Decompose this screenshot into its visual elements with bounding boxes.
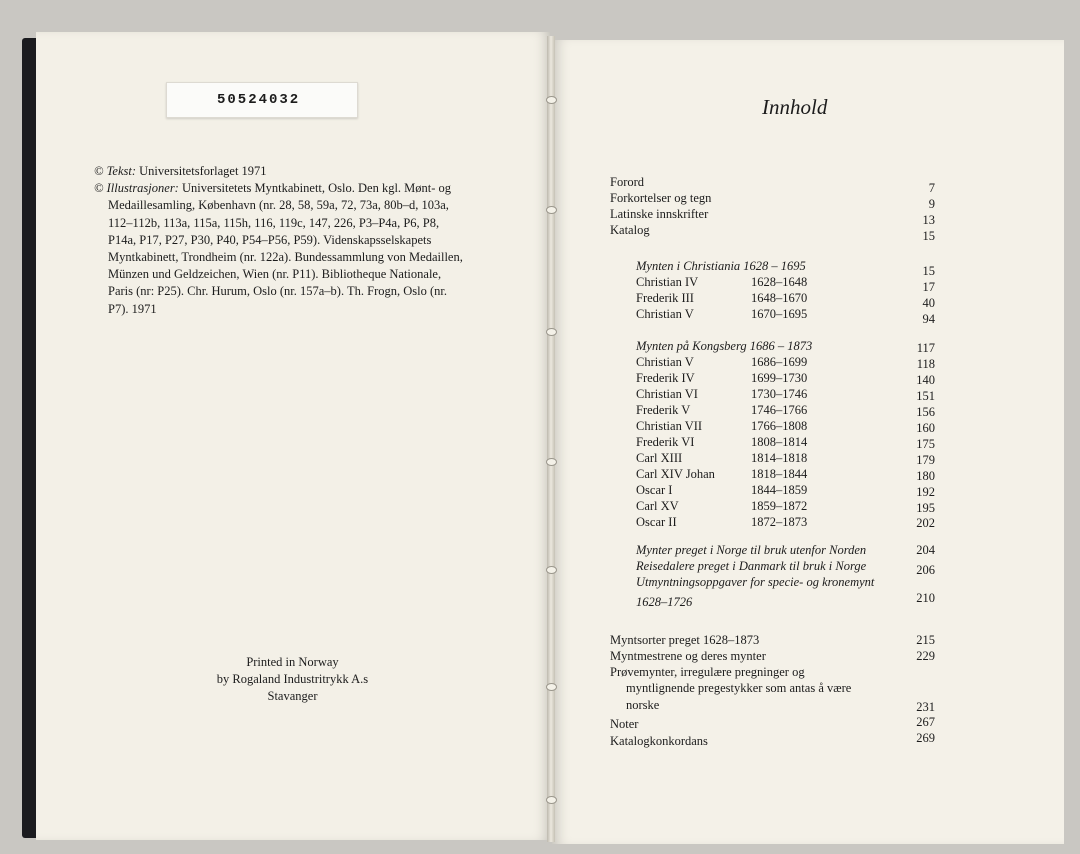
toc-row: Christian VI 1730–1746 151 [636, 387, 935, 403]
toc-special-entry: Utmyntningsoppgaver for specie- og kronemynt [636, 575, 875, 589]
tekst-value: Universitetsforlaget 1971 [136, 164, 267, 178]
toc-row: Christian IV 1628–1648 17 [636, 275, 935, 294]
toc-row: Christian V 1686–1699 118 [636, 355, 935, 371]
colophon-tekst-line [94, 163, 514, 180]
toc-special-entry: Mynter preget i Norge til bruk utenfor Norden 204 [636, 543, 935, 557]
toc-row: Carl XIII 1814–1818 179 [636, 451, 935, 467]
illus-line: P14a, P17, P27, P30, P40, P54–P56, P59). Videnskapsselskapets [108, 232, 432, 247]
toc-title: Innhold [762, 95, 828, 119]
binding-stitch [546, 458, 557, 466]
binding-stitch [546, 566, 557, 574]
toc-row: Frederik III 1648–1670 40 [636, 291, 935, 310]
illus-line: Münzen und Geldzeichen, Wien (nr. P11). Bibliotheque Nationale, [108, 267, 442, 282]
toc-row: Oscar II 1872–1873 202 [636, 515, 935, 530]
illus-line: Myntkabinett, Trondheim (nr. 122a). Bundessammlung von Medaillen, [108, 250, 463, 265]
toc-row: Oscar I 1844–1859 192 [636, 483, 935, 499]
toc-row: Carl XIV Johan 1818–1844 180 [636, 467, 935, 483]
toc-entry: Noter 267 [610, 715, 935, 731]
left-page [36, 32, 550, 840]
illus-line: Universitetets Myntkabinett, Oslo. Den kgl. Mønt- og [178, 181, 452, 196]
toc-row: Frederik VI 1808–1814 175 [636, 435, 935, 451]
toc-entry: Myntmestrene og deres mynter 229 [610, 649, 935, 663]
toc-row: Christian VII 1766–1808 160 [636, 419, 935, 435]
binding-stitch [546, 206, 557, 214]
binding-stitch [546, 683, 557, 691]
toc-entry: Latinske innskrifter 13 [610, 207, 935, 227]
toc-row: Christian V 1670–1695 94 [636, 307, 935, 326]
toc-special-entry: Reisedalere preget i Danmark til bruk i Norge 206 [636, 559, 935, 577]
barcode-sticker [166, 82, 358, 118]
barcode-number: 50524032 [217, 92, 301, 108]
imprint-line: Stavanger [267, 689, 318, 703]
binding-stitch [546, 328, 557, 336]
toc-section-heading: Mynten i Christiania 1628 – 1695 15 [636, 259, 935, 278]
toc-entry: Prøvemynter, irregulære pregninger og [610, 665, 805, 679]
imprint-line: by Rogaland Industritrykk A.s [216, 672, 369, 686]
toc-entry: Myntsorter preget 1628–1873 215 [610, 633, 935, 647]
binding-stitch [546, 796, 557, 804]
toc-entry: Forord 7 [610, 175, 935, 195]
colophon [94, 163, 514, 318]
toc-section-heading: Mynten på Kongsberg 1686 – 1873 117 [636, 339, 935, 355]
colophon-illus-line [94, 180, 514, 197]
printer-imprint [200, 654, 385, 705]
toc-row: Carl XV 1859–1872 195 [636, 499, 935, 515]
toc-entry: Katalogkonkordans 269 [610, 731, 935, 748]
tekst-label: © Tekst: [94, 164, 137, 178]
book-gutter [547, 36, 555, 842]
toc-entry: Forkortelser og tegn 9 [610, 191, 935, 211]
toc-special-entry: 1628–1726 210 [636, 591, 935, 609]
illus-line: 112–112b, 113a, 115a, 115h, 116, 119c, 147, 226, P3–P4a, P6, P8, [108, 215, 440, 230]
illus-line: Paris (nr: P25). Chr. Hurum, Oslo (nr. 157a–b). Th. Frogn, Oslo (nr. [108, 284, 447, 299]
illus-label: © Illustrasjoner: [94, 181, 179, 196]
illus-line: P7). 1971 [108, 301, 157, 316]
illus-line: Medaillesamling, København (nr. 28, 58, 59a, 72, 73a, 80b–d, 103a, [108, 198, 449, 213]
toc-entry: norske 231 [626, 698, 935, 714]
toc-entry: myntlignende pregestykker som antas å være [626, 681, 852, 695]
toc-entry: Katalog 15 [610, 223, 935, 243]
toc-row: Frederik IV 1699–1730 140 [636, 371, 935, 387]
imprint-line: Printed in Norway [246, 655, 339, 669]
binding-stitch [546, 96, 557, 104]
toc-row: Frederik V 1746–1766 156 [636, 403, 935, 419]
